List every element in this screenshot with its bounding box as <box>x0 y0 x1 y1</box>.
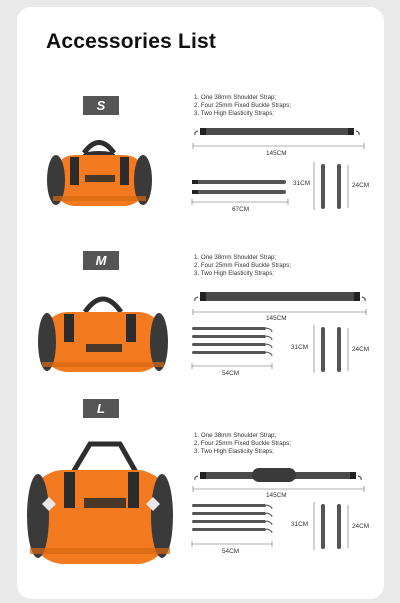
buckle-straps-s <box>192 180 288 205</box>
list-item: 2. Four 25mm Fixed Buckle Straps; <box>194 440 291 448</box>
list-item: 2. Four 25mm Fixed Buckle Straps; <box>194 102 291 110</box>
buckle-length-s: 67CM <box>232 206 250 213</box>
list-item: 2. Four 25mm Fixed Buckle Straps; <box>194 262 291 270</box>
shoulder-strap-l <box>193 468 364 492</box>
bag-large-image <box>27 444 173 564</box>
list-item: 1. One 38mm Shoulder Strap; <box>194 94 277 101</box>
buckle-length-l: 54CM <box>222 548 240 555</box>
size-badge-l: L <box>83 399 119 418</box>
elastic-height-m: 24CM <box>352 346 370 353</box>
buckle-straps-l <box>192 504 272 547</box>
elastic-straps-l <box>314 502 348 550</box>
buckle-height-m: 31CM <box>291 344 309 351</box>
shoulder-strap-s <box>193 128 364 149</box>
page-title: Accessories List <box>46 30 217 53</box>
buckle-straps-m <box>192 327 272 369</box>
size-badge-m: M <box>83 251 119 270</box>
accessory-list-m <box>194 254 291 279</box>
elastic-straps-s <box>314 162 348 210</box>
list-item: 1. One 38mm Shoulder Strap; <box>194 432 277 439</box>
elastic-straps-m <box>314 325 348 373</box>
shoulder-length-l: 145CM <box>266 492 287 499</box>
accessory-list-s <box>194 94 291 119</box>
shoulder-strap-m <box>193 292 366 315</box>
elastic-height-s: 24CM <box>352 182 370 189</box>
bag-small-image <box>47 143 152 207</box>
shoulder-length-m: 145CM <box>266 315 287 322</box>
accessory-list-l <box>194 432 291 457</box>
size-badge-s: S <box>83 96 119 115</box>
buckle-height-s: 31CM <box>293 180 311 187</box>
elastic-height-l: 24CM <box>352 523 370 530</box>
list-item: 3. Two High Elasticity Straps; <box>194 110 275 118</box>
list-item: 3. Two High Elasticity Straps; <box>194 270 275 278</box>
buckle-height-l: 31CM <box>291 521 309 528</box>
list-item: 3. Two High Elasticity Straps; <box>194 448 275 456</box>
list-item: 1. One 38mm Shoulder Strap; <box>194 254 277 261</box>
buckle-length-m: 54CM <box>222 370 240 377</box>
bag-medium-image <box>38 299 168 372</box>
shoulder-length-s: 145CM <box>266 150 287 157</box>
